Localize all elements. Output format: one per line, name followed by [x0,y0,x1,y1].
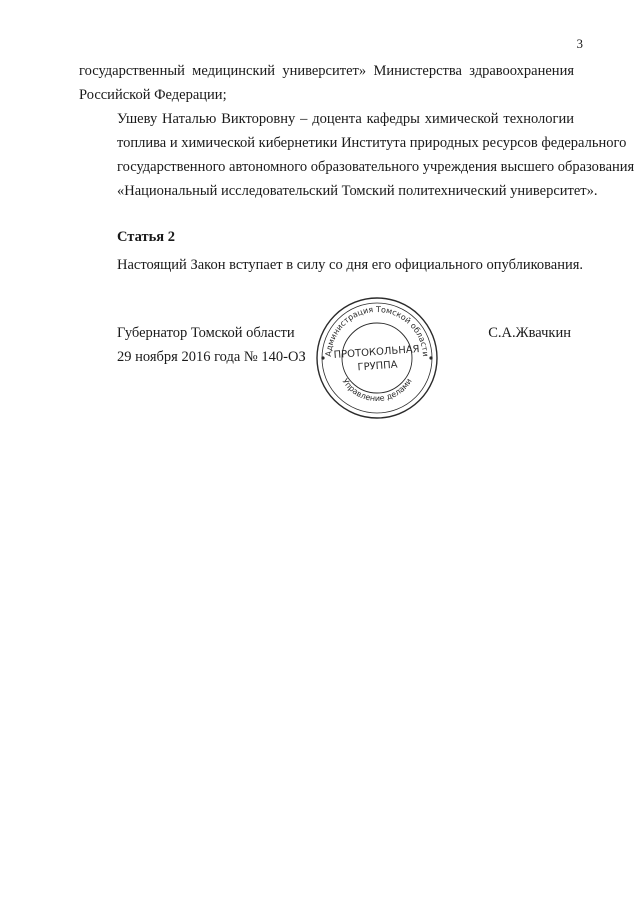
stamp-center-line-2: ГРУППА [357,359,398,374]
signature-name: С.А.Жвачкин [488,325,571,341]
paragraph-continuation [79,59,574,107]
text-line: государственного автономного образовательного учреждения высшего образования [117,159,635,175]
text-line: Российской Федерации; [79,87,227,103]
article-heading: Статья 2 [117,229,175,245]
text-line: «Национальный исследовательский Томский политехнический университет». [117,183,598,199]
signature-title: Губернатор Томской области [117,325,295,341]
signature-date-number: 29 ноября 2016 года № 140-ОЗ [117,349,306,365]
stamp-outer-bottom-text: Управление делами [340,376,414,404]
text-line: государственный медицинский университет» Министерства здравоохранения [79,63,574,79]
stamp-center-line-1: ПРОТОКОЛЬНАЯ [333,344,420,362]
article-text: Настоящий Закон вступает в силу со дня его официального опубликования. [117,257,584,273]
official-stamp [314,295,440,421]
text-line: топлива и химической кибернетики Института природных ресурсов федерального [117,135,627,151]
text-line: Ушеву Наталью Викторовну – доцента кафедры химической технологии [117,111,574,127]
paragraph-usheva [79,107,635,203]
stamp-outer-top-text: Администрация Томской области [323,304,431,357]
page-number: 3 [576,36,583,51]
